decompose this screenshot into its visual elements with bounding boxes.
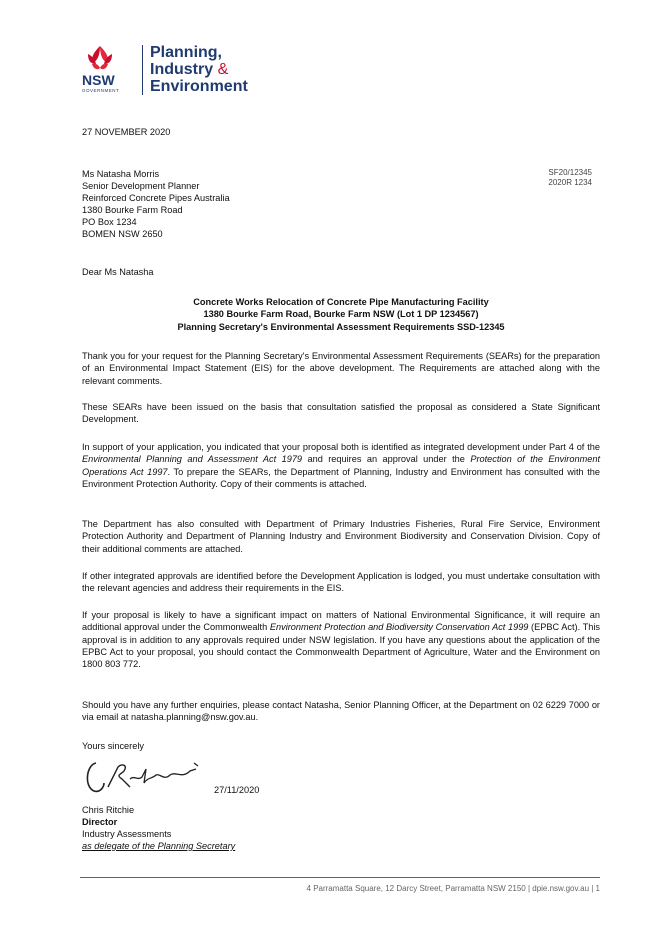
signature-image [82,757,212,797]
signatory-title: Director [82,817,118,827]
waratah-icon [88,46,112,69]
recipient-po-box: PO Box 1234 [82,217,137,227]
recipient-city: BOMEN NSW 2650 [82,229,163,239]
subject-line3: Planning Secretary's Environmental Assessment Requirements SSD-12345 [177,321,505,332]
body-paragraph-4: The Department has also consulted with Department of Primary Industries Fisheries, Rural Fire Service, Environment Protection Authority and Department of Planning Industry and Environment Biodiversity and Conservation Division. Copy of their additional comments are attached. [82,519,600,554]
signature-date: 27/11/2020 [214,785,260,795]
letter-date: 27 NOVEMBER 2020 [82,127,171,137]
subject-line1: Concrete Works Relocation of Concrete Pipe Manufacturing Facility [193,297,489,307]
department-name [150,44,248,95]
nsw-wordmark: NSW [82,72,115,88]
subject-line2: 1380 Bourke Farm Road, Bourke Farm NSW (Lot 1 DP 1234567) [203,309,479,320]
footer-rule [80,877,600,878]
body-paragraph-2: These SEARs have been issued on the basis that consultation satisfied the proposal as considered a State Significant Development. [82,402,600,425]
salutation: Dear Ms Natasha [82,267,154,277]
recipient-title: Senior Development Planner [82,181,200,191]
signatory-unit: Industry Assessments [82,829,172,839]
body-paragraph-7: Should you have any further enquiries, please contact Natasha, Senior Planning Officer, at the Department on 02 6229 7000 or via email at natasha.planning@nsw.gov.au. [82,700,600,723]
department-line1: Planning, [150,44,222,61]
reference-line1: SF20/12345 [548,168,592,177]
department-line3: Environment [150,78,248,95]
signatory-delegate: as delegate of the Planning Secretary [82,841,236,851]
body-paragraph-1: Thank you for your request for the Planning Secretary's Environmental Assessment Requirements (SEARs) for the preparation of an Environmental Impact Statement (EIS) for the above development. The Requirements are attached along with the relevant comments. [82,351,600,386]
body-paragraph-3: In support of your application, you indicated that your proposal both is identified as integrated development under Part 4 of the Environmental Planning and Assessment Act 1979 and requires an approval under the Protection of the Environment Operations Act 1997. To prepare the SEARs, the Department of Planning, Industry and Environment has consulted with the Environment Protection Authority. Copy of their comments is attached. [82,442,600,489]
recipient-name: Ms Natasha Morris [82,169,160,179]
body-paragraph-5: If other integrated approvals are identified before the Development Application is lodged, you must undertake consultation with the relevant agencies and address their requirements in the EIS. [82,571,600,594]
nsw-government-label: GOVERNMENT [82,88,120,93]
department-line2: Industry & [150,61,229,78]
reference-line2: 2020R 1234 [548,178,592,187]
closing: Yours sincerely [82,741,144,751]
signatory-name: Chris Ritchie [82,805,135,815]
footer-address: 4 Parramatta Square, 12 Darcy Street, Parramatta NSW 2150 | dpie.nsw.gov.au | 1 [306,884,600,893]
recipient-company: Reinforced Concrete Pipes Australia [82,193,230,203]
logo-divider [142,45,143,95]
body-paragraph-6: If your proposal is likely to have a significant impact on matters of National Environmental Significance, it will require an additional approval under the Commonwealth Environment Protection and Biodiversity Conservation Act 1999 (EPBC Act). This approval is in addition to any approvals required under NSW legislation. If you have any questions about the application of the EPBC Act to your proposal, you should contact the Commonwealth Department of Agriculture, Water and the Environment on 1800 803 772. [82,610,600,670]
subject-block [82,296,600,333]
recipient-street: 1380 Bourke Farm Road [82,205,183,215]
reference-block [548,168,592,188]
